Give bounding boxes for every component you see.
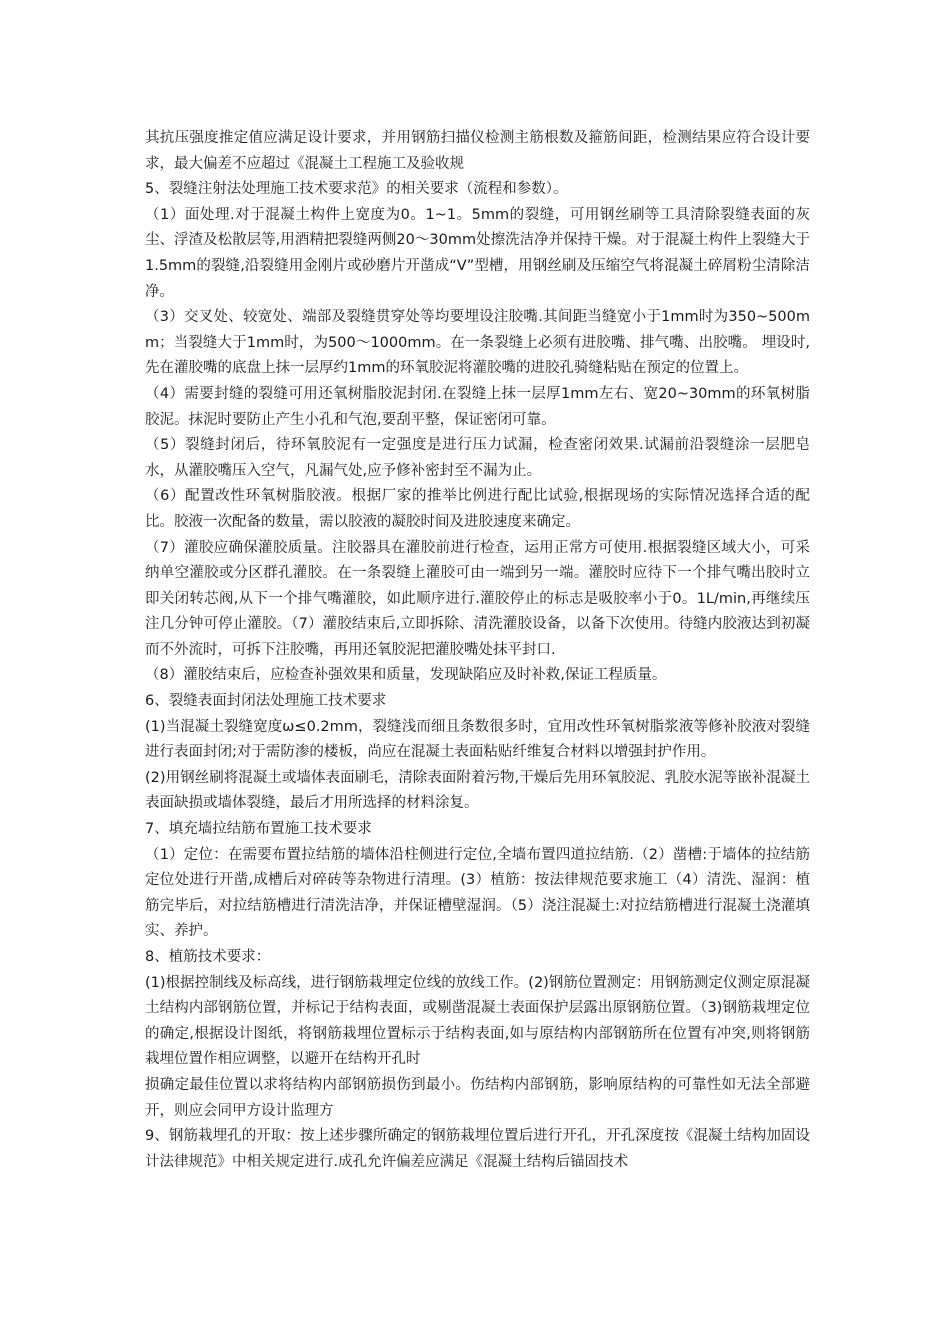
paragraph-hole-drilling: 9、钢筋栽埋孔的开取：按上述步骤所确定的钢筋栽埋位置后进行开孔，开孔深度按《混凝土结构加固设计法律规范》中相关规定进行.成孔允许偏差应满足《混凝土结构后锚固技术 xyxy=(145,1128,810,1170)
paragraph-bar-planting-steps: (1)根据控制线及标高线，进行钢筋栽埋定位线的放线工作。(2)钢筋位置测定：用钢筋测定仪测定原混凝土结构内部钢筋位置，并标记于结构表面，或剔凿混凝土表面保护层露出原钢筋位置。（3)钢筋栽埋定位的确定,根据设计图纸，将钢筋栽埋位置标示于结构表面,如与原结构内部钢筋所在位置有冲突,则将钢筋栽埋位置作相应调整，以避开在结构开孔时 xyxy=(145,974,810,1068)
paragraph-surface-treatment: （1）面处理.对于混凝土构件上宽度为0。1~1。5mm的裂缝，可用钢丝刷等工具清除裂缝表面的灰尘、浮渣及松散层等,用酒精把裂缝两侧20～30mm处擦洗洁净并保持干燥。对于混凝土构件上裂缝大于1.5mm的裂缝,沿裂缝用金刚片或砂磨片开凿成“V”型槽，用钢丝刷及压缩空气将混凝土碎屑粉尘清除洁净。 xyxy=(145,206,810,300)
paragraph-post-grouting-check: （8）灌胶结束后，应检查补强效果和质量，发现缺陷应及时补救,保证工程质量。 xyxy=(145,667,667,684)
paragraph-tie-bar-steps: （1）定位：在需要布置拉结筋的墙体沿柱侧进行定位,全墙布置四道拉结筋.（2）凿槽:于墙体的拉结筋定位处进行开凿,成槽后对碎砖等杂物进行清理。(3）植筋：按法律规范要求施工（4）清洗、湿润：植筋完毕后，对拉结筋槽进行清洗洁净，并保证槽壁湿润。（5）浇注混凝土:对拉结筋槽进行混凝土浇灌填实、养护。 xyxy=(145,846,810,940)
paragraph-epoxy-mixing: （6）配置改性环氧树脂胶液。根据厂家的推举比例进行配比试验,根据现场的实际情况选择合适的配比。胶液一次配备的数量，需以胶液的凝胶时间及进胶速度来确定。 xyxy=(145,488,810,530)
paragraph-crack-sealing: （4）需要封缝的裂缝可用还氧树脂胶泥封闭.在裂缝上抹一层厚1mm左右、宽20~30mm的环氧树脂胶泥。抹泥时要防止产生小孔和气泡,要刮平整，保证密闭可靠。 xyxy=(145,385,810,428)
paragraph-pressure-test: （5）裂缝封闭后，待环氧胶泥有一定强度是进行压力试漏，检查密闭效果.试漏前沿裂缝涂一层肥皂水，从灌胶嘴压入空气，凡漏气处,应予修补密封至不漏为止。 xyxy=(145,437,810,479)
paragraph-compressive-strength: 其抗压强度推定值应满足设计要求，并用钢筋扫描仪检测主筋根数及箍筋间距，检测结果应符合设计要求，最大偏差不应超过《混凝土工程施工及验收规 xyxy=(145,130,810,172)
heading-tie-bar-layout: 7、填充墙拉结筋布置施工技术要求 xyxy=(145,821,372,838)
paragraph-surface-sealing-1: (1)当混凝土裂缝宽度ω≤0.2mm，裂缝浅而细且条数很多时，宜用改性环氧树脂浆液等修补胶液对裂缝进行表面封闭;对于需防渗的楼板，尚应在混凝土表面粘贴纤维复合材料以增强封护作用。 xyxy=(145,718,810,761)
heading-crack-injection: 5、裂缝注射法处理施工技术要求范》的相关要求（流程和参数）。 xyxy=(145,181,568,198)
paragraph-injection-nozzles: （3）交叉处、较宽处、端部及裂缝贯穿处等均要埋设注胶嘴.其间距当缝宽小于1mm时为350~500mm；当裂缝大于1mm时，为500～1000mm。在一条裂缝上必须有进胶嘴、排气嘴、出胶嘴。 埋设时,先在灌胶嘴的底盘上抹一层厚约1mm的环氧胶泥将灌胶嘴的进胶孔骑缝粘贴在预定的位置上。 xyxy=(145,309,810,377)
document-body xyxy=(145,126,810,1175)
paragraph-surface-sealing-2: (2)用钢丝刷将混凝土或墙体表面刷毛，清除表面附着污物,干燥后先用环氧胶泥、乳胶水泥等嵌补混凝土表面缺损或墙体裂缝，最后才用所选择的材料涂复。 xyxy=(145,769,810,812)
heading-surface-sealing: 6、裂缝表面封闭法处理施工技术要求 xyxy=(145,693,387,710)
paragraph-grouting-quality: （7）灌胶应确保灌胶质量。注胶器具在灌胶前进行检查，运用正常方可使用.根据裂缝区域大小，可采纳单空灌胶或分区群孔灌胶。在一条裂缝上灌胶可由一端到另一端。灌胶时应待下一个排气嘴出胶时立即关闭转芯阀,从下一个排气嘴灌胶，如此顺序进行.灌胶停止的标志是吸胶率小于0。1L/min,再继续压注几分钟可停止灌胶。（7）灌胶结束后,立即拆除、清洗灌胶设备，以备下次使用。待缝内胶液达到初凝而不外流时，可拆下注胶嘴，再用还氧胶泥把灌胶嘴处抹平封口. xyxy=(145,539,810,658)
heading-bar-planting: 8、植筋技术要求： xyxy=(145,949,271,965)
paragraph-bar-planting-continued: 损确定最佳位置以求将结构内部钢筋损伤到最小。伤结构内部钢筋，影响原结构的可靠性如无法全部避开，则应会同甲方设计监理方 xyxy=(145,1076,810,1119)
